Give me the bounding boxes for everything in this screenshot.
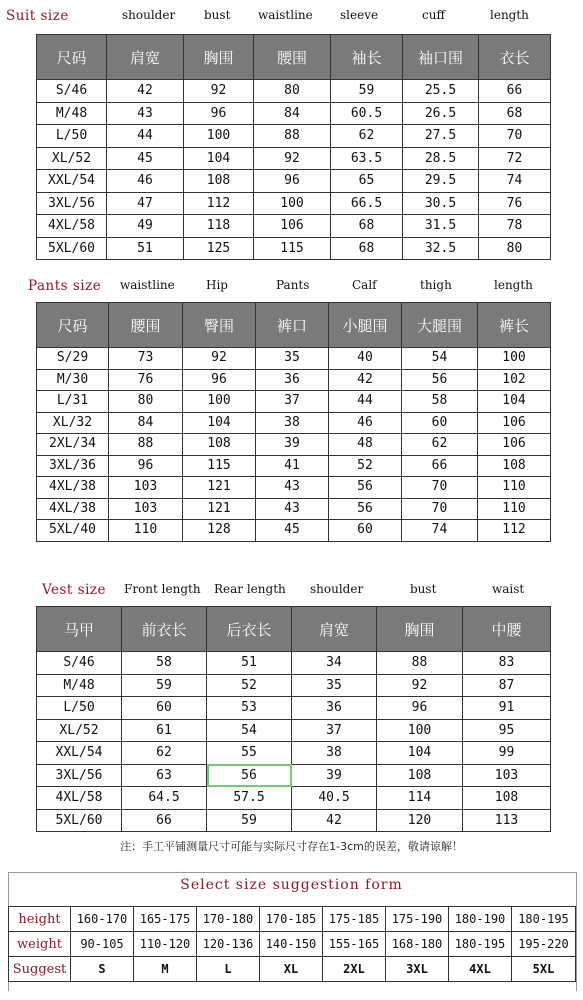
measurement-cell: 104 (183, 412, 256, 434)
size-label-cell: 3XL/56 (37, 192, 107, 215)
measurement-cell: 66 (479, 80, 551, 103)
column-header: 袖长 (331, 35, 403, 80)
measurement-cell: 51 (107, 237, 184, 260)
size-label-cell: L/50 (37, 697, 122, 720)
measurement-cell: 91 (463, 697, 551, 720)
measurement-cell: 39 (292, 764, 377, 787)
measurement-cell: 44 (329, 391, 402, 413)
measurement-cell: 112 (184, 192, 254, 215)
measurement-cell: 32.5 (403, 237, 479, 260)
measurement-cell: 125 (184, 237, 254, 260)
measurement-cell: 99 (463, 742, 551, 765)
table-row (37, 215, 551, 238)
measurement-cell: 62 (331, 125, 403, 148)
size-label-cell: XL/52 (37, 147, 107, 170)
pants-caption-col: Hip (206, 278, 228, 292)
suggestion-cell: 140-150 (260, 932, 323, 957)
size-label-cell: 3XL/36 (37, 455, 109, 477)
suggestion-cell: 160-170 (71, 907, 134, 932)
measurement-cell: 38 (256, 412, 329, 434)
measurement-cell: 25.5 (403, 80, 479, 103)
suit-caption-col: bust (204, 8, 231, 22)
measurement-cell: 31.5 (403, 215, 479, 238)
size-label-cell: 3XL/56 (37, 764, 122, 787)
suggestion-form-title: Select size suggestion form (180, 877, 403, 893)
suggestion-cell: 3XL (386, 957, 449, 982)
pants-caption-col: waistline (120, 278, 175, 292)
table-row (37, 809, 551, 832)
measurement-cell: 61 (122, 719, 207, 742)
column-header: 肩宽 (292, 607, 377, 652)
measurement-cell: 100 (478, 348, 551, 370)
suggestion-cell: L (197, 957, 260, 982)
measurement-cell: 115 (254, 237, 331, 260)
size-label-cell: S/46 (37, 80, 107, 103)
measurement-cell: 103 (463, 764, 551, 787)
measurement-cell: 108 (184, 170, 254, 193)
table-row (37, 369, 551, 391)
suit-size-table (36, 34, 551, 260)
measurement-cell: 59 (331, 80, 403, 103)
measurement-cell: 54 (207, 719, 292, 742)
table-row (37, 742, 551, 765)
column-header: 中腰 (463, 607, 551, 652)
column-header: 衣长 (479, 35, 551, 80)
pants-size-table (36, 302, 551, 542)
pants-title: Pants size (28, 278, 102, 294)
column-header: 裤长 (478, 303, 551, 348)
measurement-cell: 84 (254, 102, 331, 125)
suit-title: Suit size (6, 8, 69, 24)
measurement-cell: 41 (256, 455, 329, 477)
measurement-cell: 60 (402, 412, 478, 434)
table-row (37, 477, 551, 499)
column-header: 臀围 (183, 303, 256, 348)
measurement-cell: 56 (207, 764, 292, 787)
measurement-cell: 56 (329, 498, 402, 520)
measurement-cell: 92 (254, 147, 331, 170)
row-label-cell: Suggest (9, 957, 71, 982)
measurement-cell: 104 (377, 742, 463, 765)
size-label-cell: M/30 (37, 369, 109, 391)
measurement-cell: 68 (479, 102, 551, 125)
suggestion-cell: XL (260, 957, 323, 982)
column-header: 袖口围 (403, 35, 479, 80)
measurement-cell: 72 (479, 147, 551, 170)
pants-caption-col: Calf (352, 278, 377, 292)
measurement-cell: 28.5 (403, 147, 479, 170)
suit-caption-col: shoulder (122, 8, 176, 22)
suggestion-cell: 180-195 (512, 907, 576, 932)
suggestion-cell: 170-185 (260, 907, 323, 932)
table-header-row (37, 35, 551, 80)
table-row (37, 192, 551, 215)
suggestion-cell: 4XL (449, 957, 512, 982)
measurement-cell: 66.5 (331, 192, 403, 215)
suit-caption-col: sleeve (340, 8, 379, 22)
vest-caption-col: waist (492, 582, 525, 596)
measurement-cell: 80 (479, 237, 551, 260)
measurement-cell: 62 (122, 742, 207, 765)
measurement-cell: 64.5 (122, 787, 207, 810)
size-label-cell: 5XL/60 (37, 809, 122, 832)
table-row (37, 237, 551, 260)
column-header: 后衣长 (207, 607, 292, 652)
suggestion-cell: 170-180 (197, 907, 260, 932)
measurement-cell: 68 (331, 237, 403, 260)
size-label-cell: 4XL/38 (37, 498, 109, 520)
measurement-cell: 80 (109, 391, 183, 413)
measurement-cell: 58 (402, 391, 478, 413)
measurement-cell: 121 (183, 477, 256, 499)
size-label-cell: XL/52 (37, 719, 122, 742)
measurement-cell: 100 (183, 391, 256, 413)
measurement-cell: 87 (463, 674, 551, 697)
measurement-cell: 36 (292, 697, 377, 720)
suit-caption-col: length (490, 8, 529, 22)
suggestion-cell: S (71, 957, 134, 982)
column-header: 腰围 (254, 35, 331, 80)
table-row (37, 764, 551, 787)
table-row (37, 434, 551, 456)
measurement-cell: 60 (329, 520, 402, 542)
measurement-cell: 34 (292, 652, 377, 675)
measurement-cell: 96 (254, 170, 331, 193)
measurement-cell: 106 (254, 215, 331, 238)
measurement-cell: 106 (478, 434, 551, 456)
column-header: 尺码 (37, 303, 109, 348)
measurement-cell: 92 (377, 674, 463, 697)
measurement-cell: 42 (292, 809, 377, 832)
table-row (37, 147, 551, 170)
size-label-cell: 4XL/38 (37, 477, 109, 499)
size-label-cell: M/48 (37, 674, 122, 697)
pants-caption-col: Pants (276, 278, 310, 292)
measurement-cell: 66 (402, 455, 478, 477)
measurement-cell: 43 (107, 102, 184, 125)
measurement-cell: 103 (109, 477, 183, 499)
column-header: 肩宽 (107, 35, 184, 80)
measurement-cell: 55 (207, 742, 292, 765)
suggestion-cell: 180-195 (449, 932, 512, 957)
table-header-row (37, 607, 551, 652)
vest-caption-col: bust (410, 582, 437, 596)
column-header: 马甲 (37, 607, 122, 652)
measurement-cell: 49 (107, 215, 184, 238)
measurement-cell: 35 (256, 348, 329, 370)
measurement-cell: 43 (256, 477, 329, 499)
size-label-cell: XXL/54 (37, 170, 107, 193)
measurement-cell: 96 (109, 455, 183, 477)
measurement-cell: 96 (183, 369, 256, 391)
measurement-cell: 40 (329, 348, 402, 370)
measurement-cell: 108 (478, 455, 551, 477)
measurement-cell: 35 (292, 674, 377, 697)
measurement-cell: 44 (107, 125, 184, 148)
suggestion-cell: 120-136 (197, 932, 260, 957)
table-row (37, 455, 551, 477)
size-label-cell: XXL/54 (37, 742, 122, 765)
measurement-cell: 100 (377, 719, 463, 742)
measurement-cell: 26.5 (403, 102, 479, 125)
measurement-cell: 57.5 (207, 787, 292, 810)
measurement-cell: 38 (292, 742, 377, 765)
measurement-cell: 56 (402, 369, 478, 391)
measurement-cell: 74 (402, 520, 478, 542)
size-label-cell: S/46 (37, 652, 122, 675)
measurement-cell: 73 (109, 348, 183, 370)
measurement-cell: 45 (107, 147, 184, 170)
size-label-cell: XL/32 (37, 412, 109, 434)
measurement-cell: 47 (107, 192, 184, 215)
measurement-cell: 59 (207, 809, 292, 832)
measurement-cell: 110 (109, 520, 183, 542)
column-header: 胸围 (377, 607, 463, 652)
size-label-cell: 2XL/34 (37, 434, 109, 456)
measurement-cell: 60.5 (331, 102, 403, 125)
suggestion-cell: 155-165 (323, 932, 386, 957)
measurement-cell: 95 (463, 719, 551, 742)
suggestion-cell: 175-185 (323, 907, 386, 932)
size-label-cell: 4XL/58 (37, 787, 122, 810)
measurement-cell: 70 (402, 498, 478, 520)
measurement-cell: 68 (331, 215, 403, 238)
column-header: 大腿围 (402, 303, 478, 348)
measurement-cell: 70 (479, 125, 551, 148)
table-row (37, 652, 551, 675)
table-row (37, 412, 551, 434)
measurement-cell: 52 (207, 674, 292, 697)
measurement-cell: 108 (463, 787, 551, 810)
table-row (37, 80, 551, 103)
row-label-cell: weight (9, 932, 71, 957)
measurement-cell: 27.5 (403, 125, 479, 148)
measurement-cell: 58 (122, 652, 207, 675)
size-label-cell: L/31 (37, 391, 109, 413)
measurement-cell: 108 (183, 434, 256, 456)
measurement-cell: 104 (478, 391, 551, 413)
size-label-cell: L/50 (37, 125, 107, 148)
column-header: 尺码 (37, 35, 107, 80)
vest-caption-col: Front length (124, 582, 201, 596)
measurement-cell: 66 (122, 809, 207, 832)
vest-caption-col: shoulder (310, 582, 364, 596)
table-row (37, 697, 551, 720)
size-label-cell: S/29 (37, 348, 109, 370)
measurement-cell: 63.5 (331, 147, 403, 170)
suggestion-cell: 165-175 (134, 907, 197, 932)
vest-title: Vest size (42, 582, 106, 598)
measurement-cell: 114 (377, 787, 463, 810)
measurement-cell: 104 (184, 147, 254, 170)
measurement-cell: 128 (183, 520, 256, 542)
table-row (37, 787, 551, 810)
measurement-cell: 60 (122, 697, 207, 720)
measurement-cell: 63 (122, 764, 207, 787)
column-header: 胸围 (184, 35, 254, 80)
size-label-cell: 4XL/58 (37, 215, 107, 238)
measurement-cell: 115 (183, 455, 256, 477)
suggestion-cell: 110-120 (134, 932, 197, 957)
measurement-cell: 51 (207, 652, 292, 675)
suggestion-cell: 175-190 (386, 907, 449, 932)
size-suggestion-table (8, 906, 576, 982)
measurement-cell: 110 (478, 477, 551, 499)
size-label-cell: M/48 (37, 102, 107, 125)
measurement-cell: 88 (377, 652, 463, 675)
pants-caption-col: thigh (420, 278, 452, 292)
size-label-cell: 5XL/40 (37, 520, 109, 542)
measurement-cell: 113 (463, 809, 551, 832)
measurement-cell: 45 (256, 520, 329, 542)
measurement-cell: 36 (256, 369, 329, 391)
column-header: 小腿围 (329, 303, 402, 348)
measurement-cell: 120 (377, 809, 463, 832)
measurement-cell: 92 (184, 80, 254, 103)
suggestion-cell: 195-220 (512, 932, 576, 957)
measurement-cell: 46 (329, 412, 402, 434)
measurement-cell: 30.5 (403, 192, 479, 215)
measurement-cell: 112 (478, 520, 551, 542)
table-row (37, 391, 551, 413)
vest-caption (0, 580, 583, 602)
measurement-cell: 59 (122, 674, 207, 697)
measurement-cell: 96 (377, 697, 463, 720)
suit-caption (0, 6, 583, 28)
measurement-cell: 108 (377, 764, 463, 787)
measurement-cell: 118 (184, 215, 254, 238)
measurement-cell: 52 (329, 455, 402, 477)
table-row (37, 125, 551, 148)
size-label-cell: 5XL/60 (37, 237, 107, 260)
measurement-cell: 103 (109, 498, 183, 520)
measurement-cell: 42 (329, 369, 402, 391)
measurement-cell: 74 (479, 170, 551, 193)
measurement-cell: 100 (254, 192, 331, 215)
column-header: 前衣长 (122, 607, 207, 652)
measurement-cell: 56 (329, 477, 402, 499)
measurement-cell: 78 (479, 215, 551, 238)
measurement-cell: 92 (183, 348, 256, 370)
suit-caption-col: waistline (258, 8, 313, 22)
suggestion-cell: 2XL (323, 957, 386, 982)
suggestion-cell: 180-190 (449, 907, 512, 932)
pants-caption (0, 276, 583, 298)
measurement-cell: 39 (256, 434, 329, 456)
measurement-cell: 88 (254, 125, 331, 148)
suggestion-cell: 168-180 (386, 932, 449, 957)
weight-row (9, 932, 576, 957)
table-row (37, 520, 551, 542)
suit-caption-col: cuff (422, 8, 445, 22)
measurement-cell: 83 (463, 652, 551, 675)
table-row (37, 719, 551, 742)
measurement-cell: 76 (479, 192, 551, 215)
vest-size-table (36, 606, 551, 832)
height-row (9, 907, 576, 932)
table-header-row (37, 303, 551, 348)
measurement-cell: 88 (109, 434, 183, 456)
measurement-cell: 42 (107, 80, 184, 103)
measurement-cell: 80 (254, 80, 331, 103)
measurement-cell: 37 (256, 391, 329, 413)
column-header: 腰围 (109, 303, 183, 348)
pants-caption-col: length (494, 278, 533, 292)
measurement-cell: 110 (478, 498, 551, 520)
measurement-cell: 37 (292, 719, 377, 742)
measurement-cell: 48 (329, 434, 402, 456)
measurement-cell: 46 (107, 170, 184, 193)
suggestion-cell: 5XL (512, 957, 576, 982)
measurement-cell: 76 (109, 369, 183, 391)
measurement-cell: 96 (184, 102, 254, 125)
suggestion-cell: 90-105 (71, 932, 134, 957)
measurement-cell: 102 (478, 369, 551, 391)
measurement-cell: 100 (184, 125, 254, 148)
table-row (37, 348, 551, 370)
table-row (37, 170, 551, 193)
measurement-cell: 65 (331, 170, 403, 193)
table-row (37, 102, 551, 125)
suggest-row (9, 957, 576, 982)
table-row (37, 498, 551, 520)
row-label-cell: height (9, 907, 71, 932)
table-row (37, 674, 551, 697)
measurement-cell: 54 (402, 348, 478, 370)
column-header: 裤口 (256, 303, 329, 348)
measurement-cell: 53 (207, 697, 292, 720)
measurement-cell: 43 (256, 498, 329, 520)
suggestion-cell: M (134, 957, 197, 982)
measurement-note: 注：手工平铺测量尺寸可能与实际尺寸存在1-3cm的误差，敬请谅解！ (120, 840, 463, 853)
measurement-cell: 70 (402, 477, 478, 499)
vest-caption-col: Rear length (214, 582, 286, 596)
measurement-cell: 62 (402, 434, 478, 456)
measurement-cell: 106 (478, 412, 551, 434)
measurement-cell: 40.5 (292, 787, 377, 810)
measurement-cell: 84 (109, 412, 183, 434)
measurement-cell: 29.5 (403, 170, 479, 193)
measurement-cell: 121 (183, 498, 256, 520)
